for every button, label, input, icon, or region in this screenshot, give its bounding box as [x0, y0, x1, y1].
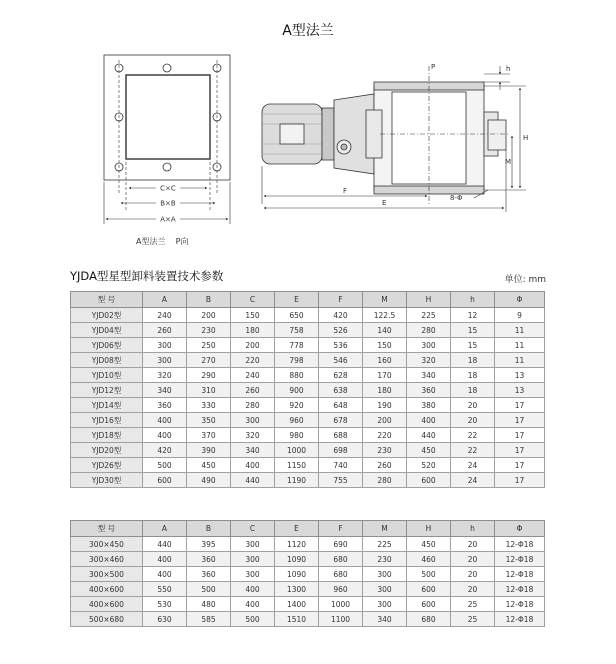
- column-header: F: [319, 292, 363, 308]
- value-cell: 240: [143, 308, 187, 323]
- value-cell: 300: [231, 537, 275, 552]
- table-row: [71, 338, 545, 353]
- value-cell: 1400: [275, 597, 319, 612]
- value-cell: 585: [187, 612, 231, 627]
- value-cell: 778: [275, 338, 319, 353]
- column-header: A: [143, 521, 187, 537]
- value-cell: 17: [495, 443, 545, 458]
- flange-size-table: [70, 520, 545, 627]
- table-row: [71, 473, 545, 488]
- value-cell: 648: [319, 398, 363, 413]
- value-cell: 1090: [275, 567, 319, 582]
- column-header: H: [407, 292, 451, 308]
- value-cell: 690: [319, 537, 363, 552]
- value-cell: 270: [187, 353, 231, 368]
- value-cell: 12-Φ18: [495, 597, 545, 612]
- value-cell: 17: [495, 428, 545, 443]
- value-cell: 600: [407, 473, 451, 488]
- value-cell: 220: [231, 353, 275, 368]
- value-cell: 546: [319, 353, 363, 368]
- value-cell: 150: [363, 338, 407, 353]
- model-cell: YJD12型: [71, 383, 143, 398]
- dim-bb: B×B: [160, 199, 176, 208]
- value-cell: 450: [187, 458, 231, 473]
- value-cell: 340: [143, 383, 187, 398]
- value-cell: 460: [407, 552, 451, 567]
- value-cell: 420: [319, 308, 363, 323]
- value-cell: 9: [495, 308, 545, 323]
- value-cell: 17: [495, 473, 545, 488]
- value-cell: 200: [363, 413, 407, 428]
- value-cell: 400: [231, 597, 275, 612]
- model-cell: 400×600: [71, 597, 143, 612]
- value-cell: 1000: [319, 597, 363, 612]
- model-cell: 500×680: [71, 612, 143, 627]
- value-cell: 1100: [319, 612, 363, 627]
- model-cell: YJD04型: [71, 323, 143, 338]
- value-cell: 530: [143, 597, 187, 612]
- value-cell: 18: [451, 368, 495, 383]
- value-cell: 300: [143, 353, 187, 368]
- value-cell: 360: [143, 398, 187, 413]
- value-cell: 20: [451, 413, 495, 428]
- value-cell: 17: [495, 413, 545, 428]
- value-cell: 260: [231, 383, 275, 398]
- value-cell: 24: [451, 458, 495, 473]
- value-cell: 755: [319, 473, 363, 488]
- value-cell: 250: [187, 338, 231, 353]
- value-cell: 536: [319, 338, 363, 353]
- value-cell: 798: [275, 353, 319, 368]
- value-cell: 490: [187, 473, 231, 488]
- value-cell: 330: [187, 398, 231, 413]
- value-cell: 500: [231, 612, 275, 627]
- value-cell: 180: [231, 323, 275, 338]
- column-header: F: [319, 521, 363, 537]
- value-cell: 240: [231, 368, 275, 383]
- value-cell: 520: [407, 458, 451, 473]
- table-row: [71, 323, 545, 338]
- model-cell: YJD10型: [71, 368, 143, 383]
- value-cell: 280: [231, 398, 275, 413]
- value-cell: 1000: [275, 443, 319, 458]
- table-row: [71, 398, 545, 413]
- model-cell: YJD08型: [71, 353, 143, 368]
- value-cell: 300: [231, 552, 275, 567]
- value-cell: 225: [407, 308, 451, 323]
- value-cell: 225: [363, 537, 407, 552]
- value-cell: 400: [231, 582, 275, 597]
- value-cell: 320: [143, 368, 187, 383]
- value-cell: 758: [275, 323, 319, 338]
- value-cell: 230: [363, 552, 407, 567]
- value-cell: 600: [143, 473, 187, 488]
- model-cell: YJD30型: [71, 473, 143, 488]
- value-cell: 300: [231, 413, 275, 428]
- value-cell: 440: [143, 537, 187, 552]
- model-cell: 300×450: [71, 537, 143, 552]
- dim-f: F: [343, 187, 348, 195]
- model-cell: YJD26型: [71, 458, 143, 473]
- value-cell: 300: [363, 567, 407, 582]
- value-cell: 20: [451, 537, 495, 552]
- table-title: YJDA型星型卸料装置技术参数: [70, 269, 224, 283]
- value-cell: 11: [495, 323, 545, 338]
- value-cell: 400: [143, 428, 187, 443]
- column-header: h: [451, 521, 495, 537]
- value-cell: 12-Φ18: [495, 582, 545, 597]
- value-cell: 300: [231, 567, 275, 582]
- dim-h-upper: H: [523, 134, 529, 142]
- value-cell: 25: [451, 597, 495, 612]
- value-cell: 160: [363, 353, 407, 368]
- model-cell: YJD16型: [71, 413, 143, 428]
- value-cell: 680: [319, 552, 363, 567]
- value-cell: 20: [451, 567, 495, 582]
- page-title: A型法兰: [282, 23, 334, 39]
- bolt-holes: [115, 64, 221, 171]
- value-cell: 450: [407, 537, 451, 552]
- value-cell: 200: [187, 308, 231, 323]
- value-cell: 190: [363, 398, 407, 413]
- value-cell: 140: [363, 323, 407, 338]
- value-cell: 320: [407, 353, 451, 368]
- dim-e: E: [382, 199, 387, 207]
- value-cell: 370: [187, 428, 231, 443]
- value-cell: 290: [187, 368, 231, 383]
- table-row: [71, 552, 545, 567]
- value-cell: 340: [407, 368, 451, 383]
- value-cell: 500: [143, 458, 187, 473]
- drawing-caption: A型法兰 P向: [136, 237, 189, 246]
- value-cell: 350: [187, 413, 231, 428]
- value-cell: 628: [319, 368, 363, 383]
- value-cell: 638: [319, 383, 363, 398]
- value-cell: 260: [363, 458, 407, 473]
- value-cell: 500: [407, 567, 451, 582]
- value-cell: 920: [275, 398, 319, 413]
- dim-aa: A×A: [160, 215, 176, 224]
- value-cell: 550: [143, 582, 187, 597]
- model-cell: YJD02型: [71, 308, 143, 323]
- column-header: E: [275, 292, 319, 308]
- valve-side-view: [262, 82, 506, 194]
- table-row: [71, 582, 545, 597]
- value-cell: 900: [275, 383, 319, 398]
- dim-cc: C×C: [160, 184, 176, 193]
- value-cell: 310: [187, 383, 231, 398]
- value-cell: 17: [495, 398, 545, 413]
- value-cell: 12: [451, 308, 495, 323]
- value-cell: 220: [363, 428, 407, 443]
- terminal-box: [280, 124, 304, 144]
- value-cell: 300: [407, 338, 451, 353]
- value-cell: 600: [407, 597, 451, 612]
- value-cell: 880: [275, 368, 319, 383]
- value-cell: 11: [495, 338, 545, 353]
- value-cell: 18: [451, 353, 495, 368]
- value-cell: 740: [319, 458, 363, 473]
- value-cell: 12-Φ18: [495, 552, 545, 567]
- column-header: C: [231, 521, 275, 537]
- value-cell: 526: [319, 323, 363, 338]
- value-cell: 13: [495, 383, 545, 398]
- value-cell: 300: [363, 582, 407, 597]
- value-cell: 340: [231, 443, 275, 458]
- parameter-table: [70, 291, 545, 488]
- column-header: 型 号: [71, 521, 143, 537]
- value-cell: 18: [451, 383, 495, 398]
- value-cell: 150: [231, 308, 275, 323]
- value-cell: 480: [187, 597, 231, 612]
- column-header: Φ: [495, 292, 545, 308]
- value-cell: 17: [495, 458, 545, 473]
- value-cell: 630: [143, 612, 187, 627]
- column-header: 型 号: [71, 292, 143, 308]
- value-cell: 13: [495, 368, 545, 383]
- column-header: C: [231, 292, 275, 308]
- value-cell: 500: [187, 582, 231, 597]
- table-row: [71, 443, 545, 458]
- table-row: [71, 537, 545, 552]
- table-row: [71, 612, 545, 627]
- value-cell: 230: [187, 323, 231, 338]
- value-cell: 390: [187, 443, 231, 458]
- dim-m: M: [505, 158, 512, 166]
- column-header: B: [187, 521, 231, 537]
- value-cell: 678: [319, 413, 363, 428]
- model-cell: YJD20型: [71, 443, 143, 458]
- model-cell: 400×600: [71, 582, 143, 597]
- value-cell: 440: [407, 428, 451, 443]
- value-cell: 15: [451, 323, 495, 338]
- table-row: [71, 413, 545, 428]
- table-row: [71, 368, 545, 383]
- value-cell: 960: [319, 582, 363, 597]
- column-header: H: [407, 521, 451, 537]
- table-row: [71, 353, 545, 368]
- value-cell: 280: [407, 323, 451, 338]
- column-header: h: [451, 292, 495, 308]
- value-cell: 1090: [275, 552, 319, 567]
- value-cell: 12-Φ18: [495, 567, 545, 582]
- value-cell: 11: [495, 353, 545, 368]
- value-cell: 260: [143, 323, 187, 338]
- value-cell: 1510: [275, 612, 319, 627]
- model-cell: 300×460: [71, 552, 143, 567]
- value-cell: 420: [143, 443, 187, 458]
- column-header: B: [187, 292, 231, 308]
- value-cell: 980: [275, 428, 319, 443]
- value-cell: 360: [407, 383, 451, 398]
- value-cell: 360: [187, 567, 231, 582]
- value-cell: 12-Φ18: [495, 537, 545, 552]
- value-cell: 24: [451, 473, 495, 488]
- table-row: [71, 597, 545, 612]
- value-cell: 230: [363, 443, 407, 458]
- value-cell: 20: [451, 398, 495, 413]
- value-cell: 440: [231, 473, 275, 488]
- value-cell: 400: [143, 413, 187, 428]
- column-header: M: [363, 292, 407, 308]
- value-cell: 650: [275, 308, 319, 323]
- value-cell: 400: [407, 413, 451, 428]
- column-header: Φ: [495, 521, 545, 537]
- value-cell: 688: [319, 428, 363, 443]
- value-cell: 320: [231, 428, 275, 443]
- technical-drawing: [0, 0, 616, 260]
- value-cell: 400: [143, 552, 187, 567]
- dim-h-lower: h: [506, 65, 511, 73]
- value-cell: 122.5: [363, 308, 407, 323]
- table-row: [71, 308, 545, 323]
- value-cell: 170: [363, 368, 407, 383]
- value-cell: 1190: [275, 473, 319, 488]
- value-cell: 360: [187, 552, 231, 567]
- value-cell: 680: [407, 612, 451, 627]
- value-cell: 20: [451, 552, 495, 567]
- value-cell: 400: [231, 458, 275, 473]
- value-cell: 380: [407, 398, 451, 413]
- model-cell: YJD18型: [71, 428, 143, 443]
- value-cell: 200: [231, 338, 275, 353]
- value-cell: 12-Φ18: [495, 612, 545, 627]
- value-cell: 600: [407, 582, 451, 597]
- value-cell: 280: [363, 473, 407, 488]
- model-cell: 300×500: [71, 567, 143, 582]
- value-cell: 960: [275, 413, 319, 428]
- dim-phi: 8-Φ: [450, 194, 463, 202]
- value-cell: 680: [319, 567, 363, 582]
- table-header-row: [71, 292, 545, 308]
- column-header: M: [363, 521, 407, 537]
- value-cell: 300: [143, 338, 187, 353]
- value-cell: 20: [451, 582, 495, 597]
- value-cell: 698: [319, 443, 363, 458]
- column-header: A: [143, 292, 187, 308]
- value-cell: 25: [451, 612, 495, 627]
- value-cell: 22: [451, 443, 495, 458]
- value-cell: 395: [187, 537, 231, 552]
- value-cell: 450: [407, 443, 451, 458]
- value-cell: 22: [451, 428, 495, 443]
- model-cell: YJD06型: [71, 338, 143, 353]
- value-cell: 1120: [275, 537, 319, 552]
- table-row: [71, 567, 545, 582]
- value-cell: 340: [363, 612, 407, 627]
- unit-label: 单位: mm: [504, 275, 546, 285]
- column-header: E: [275, 521, 319, 537]
- table-row: [71, 428, 545, 443]
- value-cell: 400: [143, 567, 187, 582]
- value-cell: 180: [363, 383, 407, 398]
- table-row: [71, 383, 545, 398]
- value-cell: 1150: [275, 458, 319, 473]
- value-cell: 15: [451, 338, 495, 353]
- table-header-row: [71, 521, 545, 537]
- value-cell: 300: [363, 597, 407, 612]
- value-cell: 1300: [275, 582, 319, 597]
- model-cell: YJD14型: [71, 398, 143, 413]
- table-row: [71, 458, 545, 473]
- dim-p: P: [431, 63, 436, 71]
